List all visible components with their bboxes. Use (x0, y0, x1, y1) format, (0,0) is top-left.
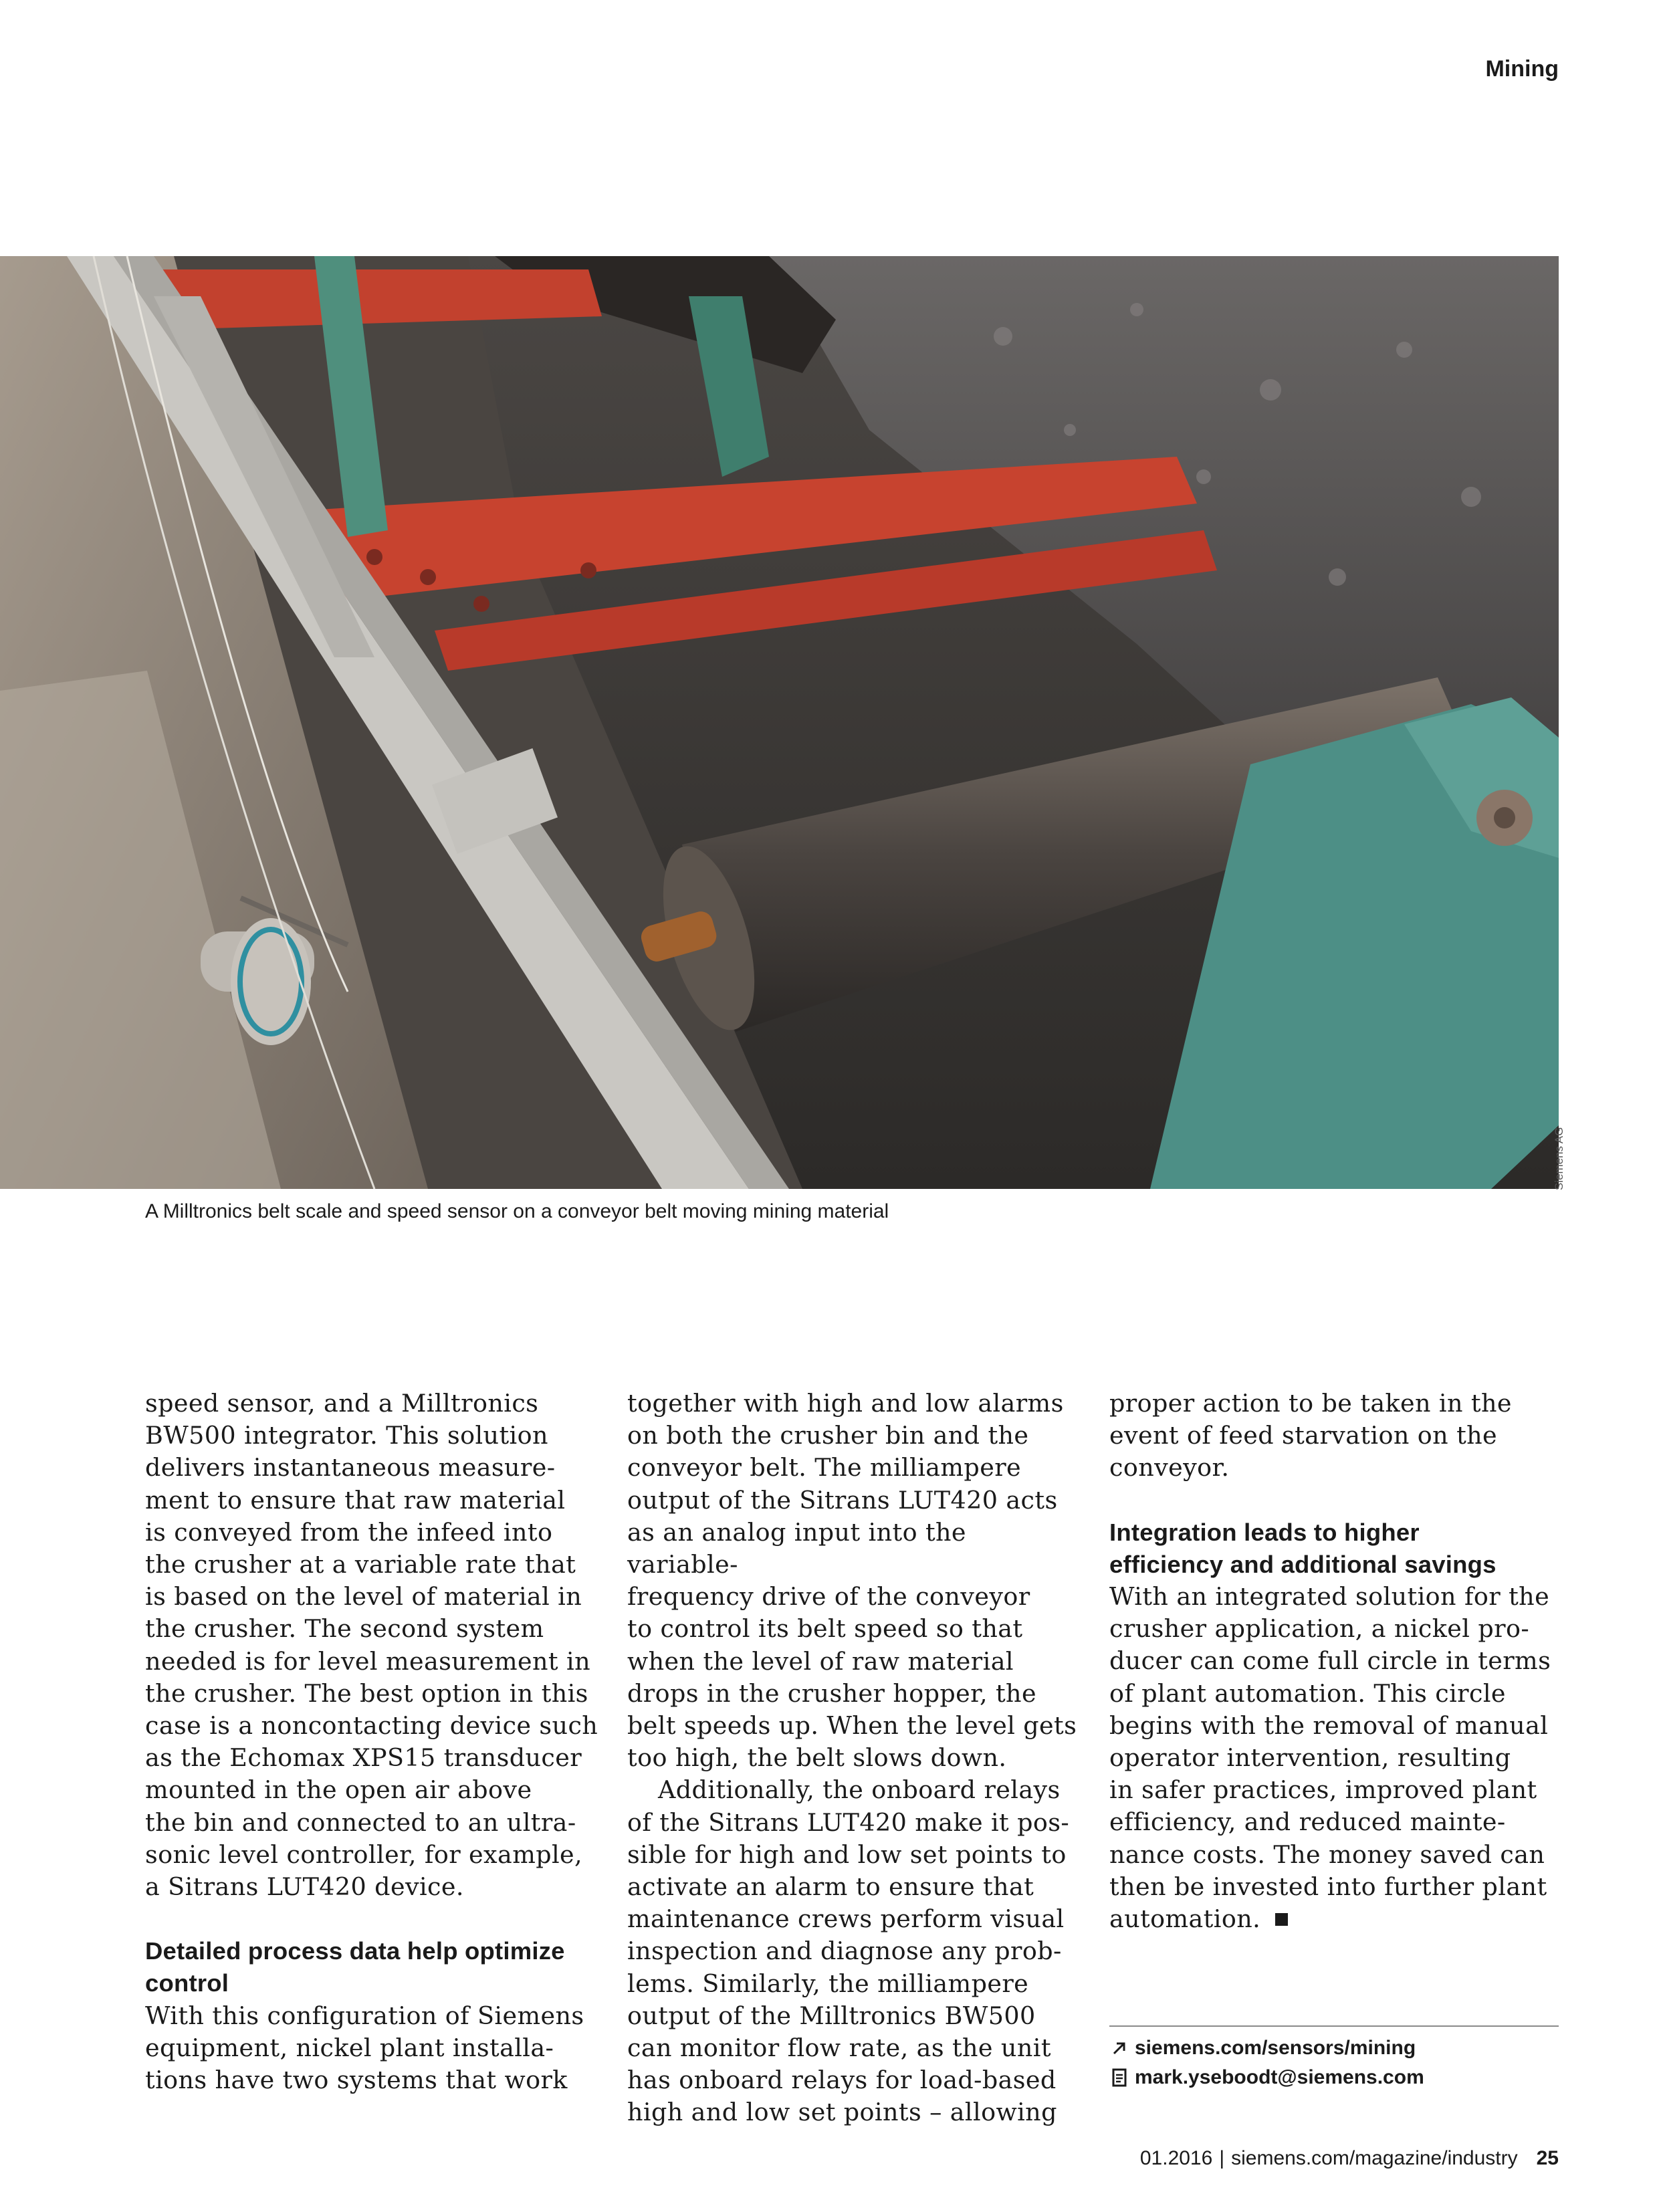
paragraph: With an integrated solution for the crusher application, a nickel pro- ducer can come full circle in terms of plant automation. This circle begins with the removal of manual operator intervention, resulting in safer practices, improved plant efficiency, and reduced mainte- nance costs. The money saved can then be invested into further plant automation. (1109, 1582, 1551, 1934)
paragraph: proper action to be taken in the event of feed starvation on the conveyor. (1109, 1389, 1512, 1482)
contact-links (1109, 2033, 1424, 2092)
email-link[interactable] (1109, 2063, 1424, 2092)
photo-caption: A Milltronics belt scale and speed sensor on a conveyor belt moving mining material (145, 1200, 889, 1222)
document-icon (1109, 2068, 1129, 2087)
text-column-3 (1109, 1388, 1564, 1935)
text-column-2 (627, 1388, 1082, 2129)
web-link[interactable] (1109, 2033, 1424, 2063)
page-number: 25 (1536, 2147, 1559, 2169)
paragraph: together with high and low alarms on both the crusher bin and the conveyor belt. The milliampere output of the Sitrans LUT420 acts as an analog input into the variable- frequency drive of the conveyor to control its belt speed so that when the level of raw material drops in the crusher hopper, the belt speeds up. When the level gets too high, the belt slows down. (627, 1389, 1077, 1773)
end-of-article-icon (1275, 1913, 1288, 1926)
paragraph: speed sensor, and a Milltronics BW500 integrator. This solution delivers instantaneous measure- ment to ensure that raw material is conveyed from the infeed into the crusher at a variable rate that is based on the level of material in the crusher. The second system needed is for level measurement in the crusher. The best option in this case is a noncontacting device such as the Echomax XPS15 transducer mounted in the open air above the bin and connected to an ultra- sonic level controller, for example, a Sitrans LUT420 device. (145, 1389, 598, 1902)
paragraph: Additionally, the onboard relays of the Sitrans LUT420 make it pos- sible for high and low set points to activate an alarm to ensure that maintenance crews perform visual inspection and diagnose any prob- lems. Similarly, the milliampere output of the Milltronics BW500 can monitor flow rate, as the unit has onboard relays for load-based high and low set points – allowing (627, 1775, 1070, 2127)
web-link-text[interactable]: siemens.com/sensors/mining (1135, 2037, 1416, 2059)
magazine-url: siemens.com/magazine/industry (1231, 2147, 1518, 2169)
text-column-1 (145, 1388, 600, 2096)
issue-date: 01.2016 (1139, 2147, 1213, 2169)
page-footer: 01.2016 | siemens.com/magazine/industry 25 (1139, 2147, 1559, 2169)
conveyor-belt-photo (0, 256, 1559, 1189)
divider (1109, 2025, 1559, 2027)
subheading: Detailed process data help optimize control (145, 1937, 565, 1997)
photo-credit: Siemens AG (1553, 1127, 1565, 1190)
paragraph: With this configuration of Siemens equipment, nickel plant installa- tions have two systems that work (145, 2001, 584, 2095)
email-link-text[interactable]: mark.yseboodt@siemens.com (1135, 2066, 1424, 2088)
arrow-up-right-icon (1109, 2040, 1129, 2056)
subheading: Integration leads to higher efficiency and additional savings (1109, 1518, 1497, 1578)
section-label: Mining (1485, 56, 1559, 82)
